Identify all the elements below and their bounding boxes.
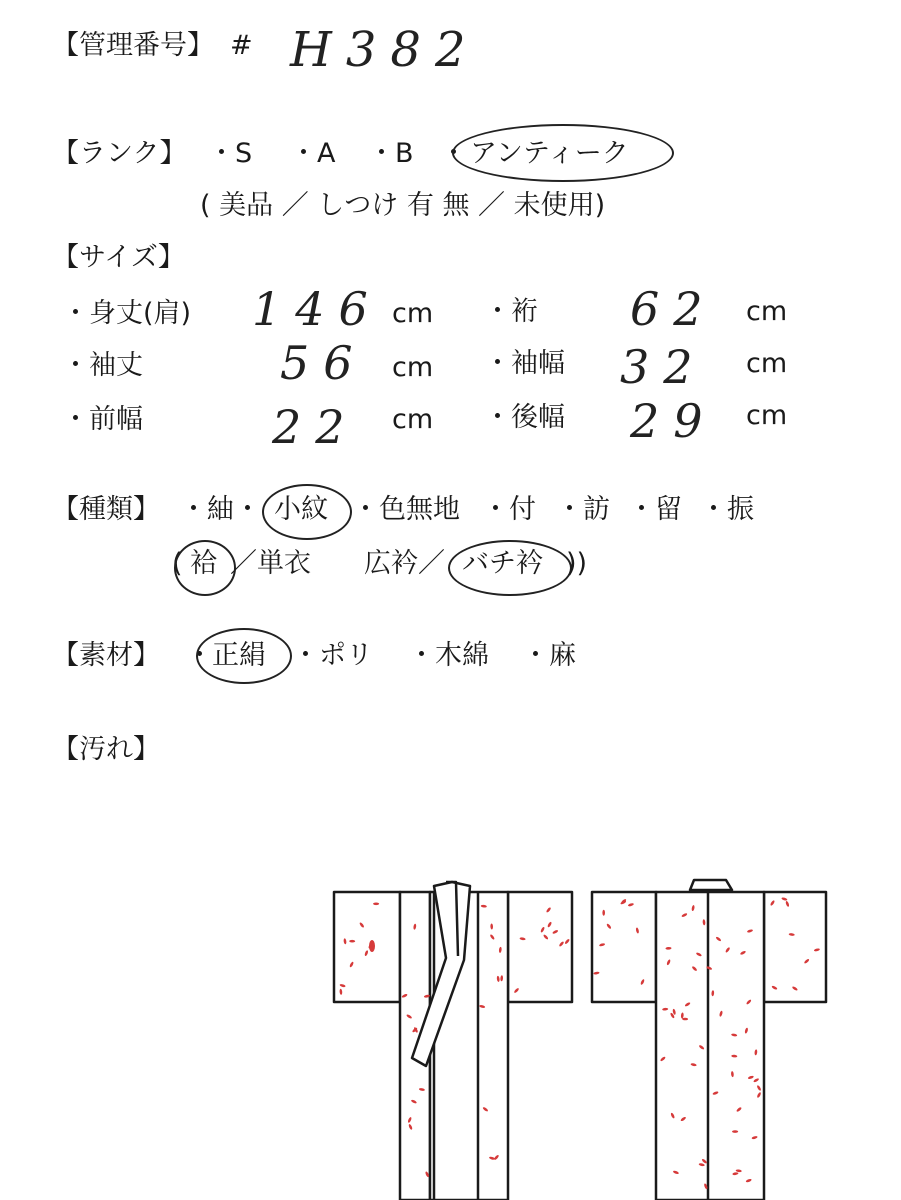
material-linen: ・麻	[522, 640, 576, 671]
rank-option-s: ・S	[208, 138, 253, 169]
size-name-yuki: ・裄	[484, 296, 538, 327]
stain-label: 【汚れ】	[52, 734, 160, 765]
material-dot: ・	[186, 640, 213, 671]
size-value-sleeve-length: 56	[280, 336, 367, 390]
back-left-sleeve	[592, 892, 656, 1002]
size-value-yuki: 62	[630, 282, 717, 336]
back-collar	[690, 880, 732, 890]
size-value-back-width: 29	[630, 394, 717, 448]
hash-mark: #	[230, 30, 253, 61]
size-unit-length: cm	[392, 298, 434, 329]
size-value-sleeve-width: 32	[620, 340, 707, 394]
kind-tsumugi: ・紬・	[180, 494, 261, 525]
kind-awase: 袷	[190, 548, 217, 579]
rank-option-a: ・A	[290, 138, 336, 169]
rank-option-antique: アンティーク	[470, 138, 629, 169]
material-label: 【素材】	[52, 640, 160, 671]
kind-hiroeri: 広衿／	[364, 548, 445, 579]
size-name-front-width: ・前幅	[62, 404, 143, 435]
kind-paren-close: ))	[566, 548, 588, 579]
size-name-back-width: ・後幅	[484, 402, 565, 433]
size-name-length: ・身丈(肩)	[62, 298, 192, 329]
size-label: 【サイズ】	[52, 242, 185, 273]
kind-iromuji: ・色無地	[352, 494, 460, 525]
size-name-sleeve-width: ・袖幅	[484, 348, 565, 379]
management-number-value: H382	[290, 22, 480, 78]
kind-tomesode: ・留	[628, 494, 682, 525]
rank-label: 【ランク】	[52, 138, 187, 169]
rank-condition-note: ( 美品 ／ しつけ 有 無 ／ 未使用)	[200, 190, 606, 221]
pattern-petal	[732, 1130, 738, 1133]
front-right-sleeve	[508, 892, 572, 1002]
stain-spot	[369, 940, 375, 952]
back-right-sleeve	[764, 892, 826, 1002]
size-unit-sleeve-width: cm	[746, 348, 788, 379]
pattern-petal	[373, 903, 379, 906]
kind-hitoe: ／単衣	[230, 548, 311, 579]
size-value-front-width: 22	[272, 400, 359, 454]
size-value-length: 146	[252, 282, 382, 336]
material-poly: ・ポリ	[292, 640, 373, 671]
size-unit-sleeve-length: cm	[392, 352, 434, 383]
rank-option-b: ・B	[368, 138, 414, 169]
kind-furisode: ・振	[700, 494, 754, 525]
size-name-sleeve-length: ・袖丈	[62, 350, 143, 381]
size-unit-back-width: cm	[746, 400, 788, 431]
size-unit-yuki: cm	[746, 296, 788, 327]
kind-komon: 小紋	[274, 494, 328, 525]
kind-paren-open: (	[172, 548, 183, 579]
pattern-petal	[602, 910, 605, 916]
kind-label: 【種類】	[52, 494, 160, 525]
management-number-label: 【管理番号】	[52, 30, 214, 61]
kind-bachieri: バチ衿	[462, 548, 543, 579]
back-body	[656, 892, 764, 1200]
kind-houmongi: ・訪	[556, 494, 610, 525]
rank-option-dot: ・	[440, 138, 467, 169]
size-unit-front-width: cm	[392, 404, 434, 435]
material-silk: 正絹	[212, 640, 266, 671]
kind-tsukesage: ・付	[482, 494, 536, 525]
material-cotton: ・木綿	[408, 640, 489, 671]
